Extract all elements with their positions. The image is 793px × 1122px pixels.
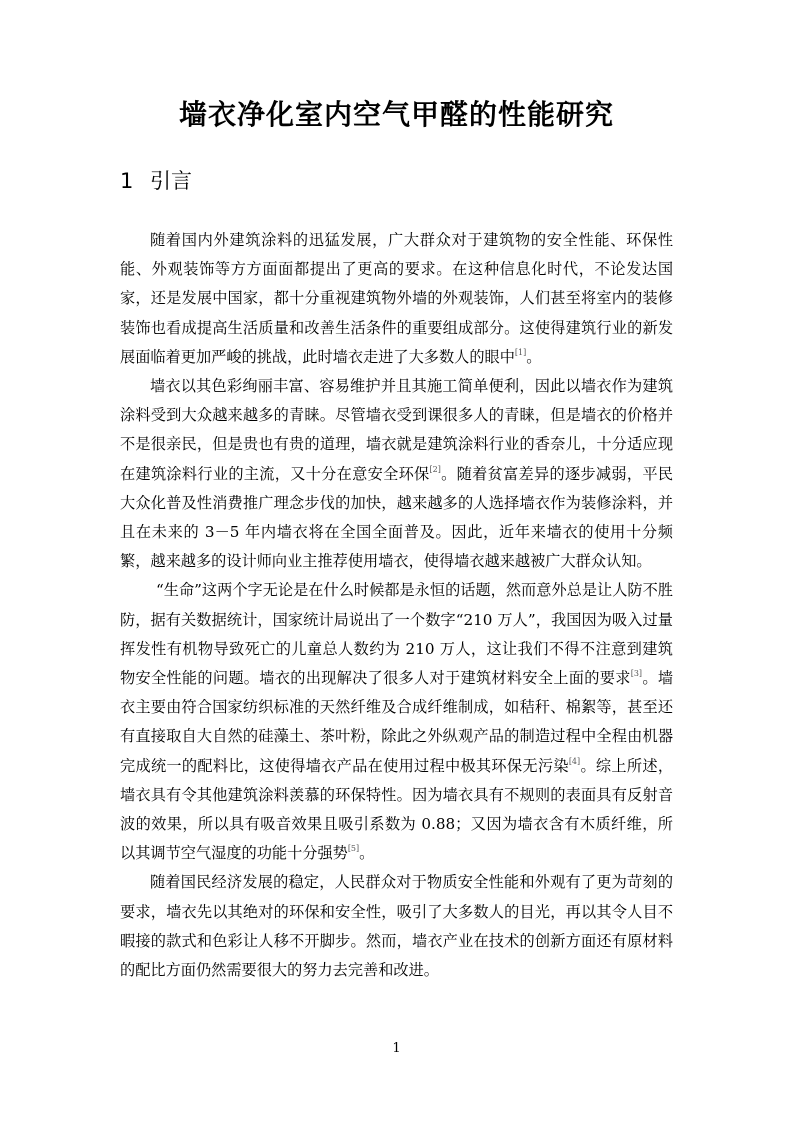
paragraph-text: “生命”这两个字无论是在什么时候都是永恒的话题，然而意外总是让人防不胜防，据有关数据统计，国家统计局说出了一个数字“210 万人”，我国因为吸入过量挥发性有机物导致死亡的儿童总人数约为 210 万人，这让我们不得不注意到建筑物安全性能的问题。墙衣的出现解决了很多人对于建筑材料安全上面的要求 <box>120 581 673 688</box>
citation-ref: [2] <box>429 464 441 474</box>
body-text <box>120 226 673 985</box>
paragraph-text: 。随着贫富差异的逐步减弱，平民大众化普及性消费推广理念步伐的加快，越来越多的人选择墙衣作为装修涂料，并且在未来的 3－5 年内墙衣将在全国全面普及。因此，近年来墙衣的使用十分频繁，越来越多的设计师向业主推荐使用墙衣，使得墙衣越来越被广大群众认知。 <box>120 464 674 571</box>
paragraph <box>120 226 673 372</box>
section-number: 1 <box>120 169 134 193</box>
document-title: 墙衣净化室内空气甲醛的性能研究 <box>178 98 614 131</box>
paragraph <box>120 372 673 576</box>
paragraph-text: 。综上所述，墙衣具有令其他建筑涂料羡慕的环保特性。因为墙衣具有不规则的表面具有反射音波的效果，所以具有吸音效果且吸引系数为 0.88；又因为墙衣含有木质纤维，所以其调节空气湿度的功能十分强势 <box>120 756 674 863</box>
paragraph-text: 。 <box>526 347 542 366</box>
page-number: 1 <box>392 1041 401 1056</box>
paragraph-text: 随着国内外建筑涂料的迅猛发展，广大群众对于建筑物的安全性能、环保性能、外观装饰等方方面面都提出了更高的要求。在这种信息化时代，不论发达国家，还是发展中国家，都十分重视建筑物外墙的外观装饰，人们甚至将室内的装修装饰也看成提高生活质量和改善生活条件的重要组成部分。这使得建筑行业的新发展面临着更加严峻的挑战，此时墙衣走进了大多数人的眼中 <box>120 231 673 366</box>
paragraph <box>120 868 673 985</box>
paragraph <box>120 576 673 868</box>
citation-ref: [4] <box>568 756 581 766</box>
citation-ref: [5] <box>347 844 360 854</box>
paragraph-text: 墙衣以其色彩绚丽丰富、容易维护并且其施工简单便利，因此以墙衣作为建筑涂料受到大众越来越多的青睐。尽管墙衣受到课很多人的青睐，但是墙衣的价格并不是很亲民，但是贵也有贵的道理，墙衣就是建筑涂料行业的香奈儿，十分适应现在建筑涂料行业的主流，又十分在意安全环保 <box>120 377 673 483</box>
paragraph-text: 。墙衣主要由符合国家纺织标准的天然纤维及合成纤维制成，如秸秆、棉絮等，甚至还有直接取自大自然的硅藻土、茶叶粉，除此之外纵观产品的制造过程中全程由机器完成统一的配料比，这使得墙衣产品在使用过程中极其环保无污染 <box>120 669 674 775</box>
citation-ref: [1] <box>514 347 527 357</box>
section-title: 引言 <box>150 169 192 193</box>
paragraph-text: 。 <box>359 844 375 863</box>
section-heading <box>120 166 192 196</box>
paragraph-text: 随着国民经济发展的稳定，人民群众对于物质安全性能和外观有了更为苛刻的要求，墙衣先以其绝对的环保和安全性，吸引了大多数人的目光，再以其令人目不暇接的款式和色彩让人移不开脚步。然而，墙衣产业在技术的创新方面还有原材料的配比方面仍然需要很大的努力去完善和改进。 <box>120 873 673 980</box>
citation-ref: [3] <box>630 669 643 679</box>
